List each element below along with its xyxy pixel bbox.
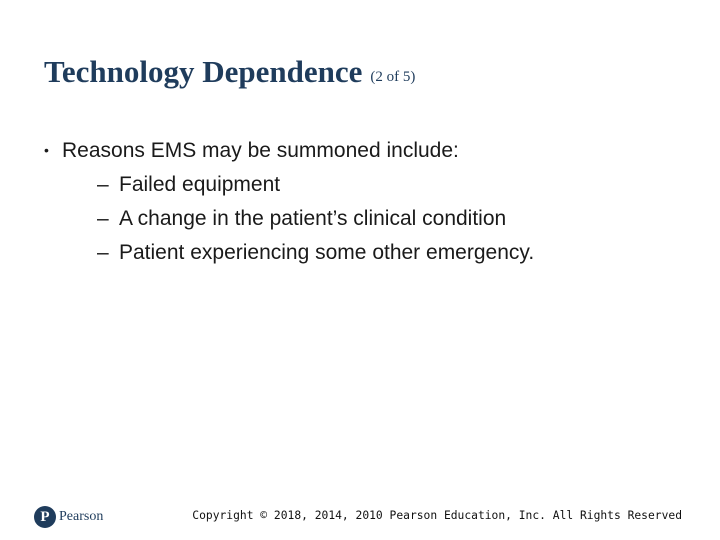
copyright-notice: Copyright © 2018, 2014, 2010 Pearson Education, Inc. All Rights Reserved	[192, 509, 682, 522]
bullet-text: Reasons EMS may be summoned include:	[62, 139, 459, 162]
bullet-list	[44, 136, 694, 270]
dash-icon: –	[97, 207, 109, 230]
bullet-item	[44, 136, 694, 270]
sub-bullet-list	[62, 168, 694, 270]
dash-icon: –	[97, 241, 109, 264]
sub-bullet-item	[62, 236, 694, 270]
title-text: Technology Dependence	[44, 54, 363, 89]
sub-bullet-item	[62, 202, 694, 236]
sub-bullet-item	[62, 168, 694, 202]
slide-title	[44, 54, 415, 90]
pearson-logo	[34, 505, 103, 529]
sub-bullet-text: Failed equipment	[119, 173, 281, 196]
bullet-icon: •	[44, 142, 49, 158]
title-page-indicator: (2 of 5)	[370, 69, 416, 85]
pearson-logo-icon: P	[34, 506, 56, 528]
dash-icon: –	[97, 173, 109, 196]
pearson-logo-text: Pearson	[59, 509, 104, 524]
sub-bullet-text: Patient experiencing some other emergency.	[119, 241, 535, 264]
sub-bullet-text: A change in the patient’s clinical condition	[119, 207, 507, 230]
